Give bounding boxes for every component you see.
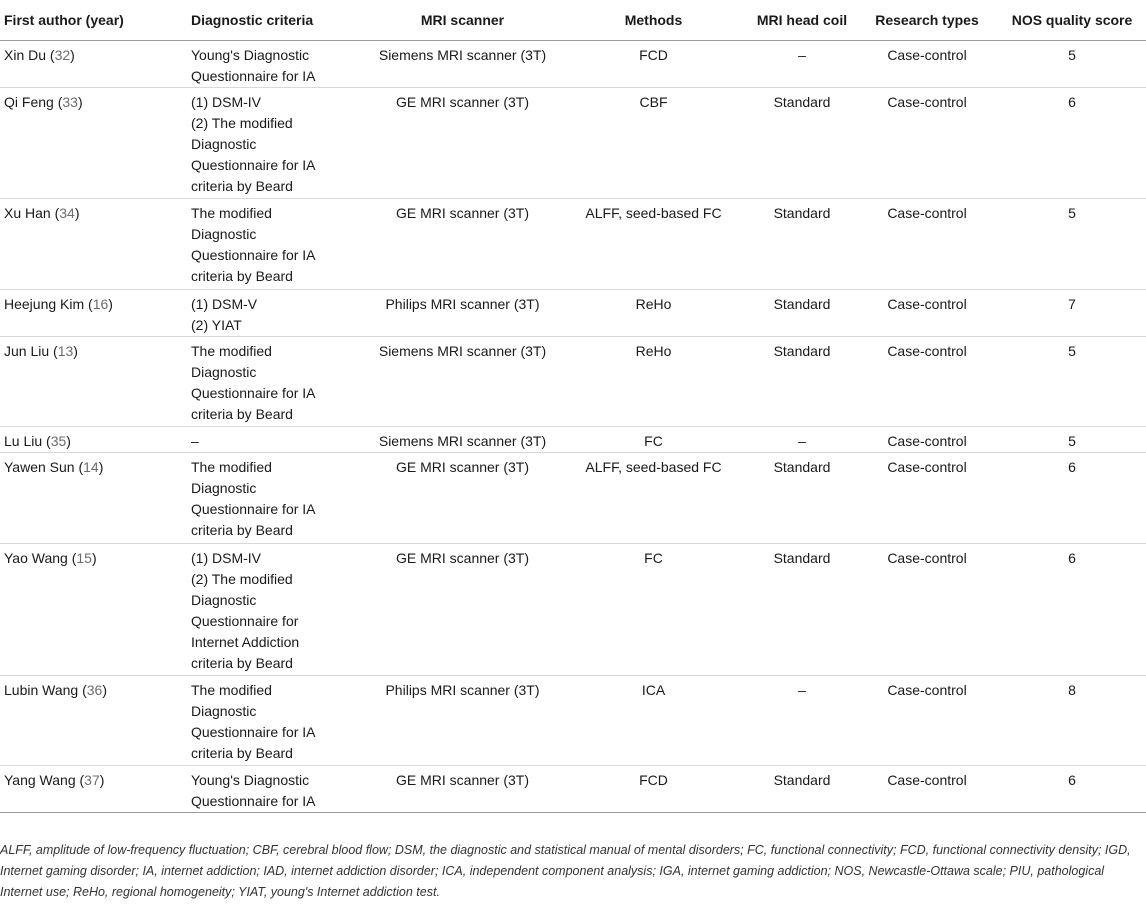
criteria-line: The modified bbox=[191, 205, 272, 221]
criteria-line: The modified bbox=[191, 682, 272, 698]
cell-mri-scanner: Siemens MRI scanner (3T) bbox=[366, 427, 559, 453]
cell-methods: ALFF, seed-based FC bbox=[559, 199, 748, 290]
reference-link[interactable]: 15 bbox=[76, 550, 92, 566]
criteria-line: (2) YIAT bbox=[191, 317, 242, 333]
cell-diagnostic-criteria bbox=[191, 88, 366, 199]
criteria-line: The modified bbox=[191, 459, 272, 475]
criteria-line: Questionnaire for bbox=[191, 613, 299, 629]
criteria-line: Questionnaire for IA bbox=[191, 247, 316, 263]
criteria-line: Diagnostic bbox=[191, 364, 257, 380]
cell-mri-head-coil: Standard bbox=[748, 337, 856, 427]
cell-mri-head-coil: – bbox=[748, 427, 856, 453]
criteria-line: Questionnaire for IA bbox=[191, 385, 316, 401]
cell-nos-score: 6 bbox=[998, 453, 1146, 544]
criteria-line: criteria by Beard bbox=[191, 655, 293, 671]
cell-research-type: Case-control bbox=[856, 199, 998, 290]
cell-methods: CBF bbox=[559, 88, 748, 199]
cell-diagnostic-criteria bbox=[191, 41, 366, 88]
cell-mri-head-coil: Standard bbox=[748, 544, 856, 676]
cell-first-author: Heejung Kim (16) bbox=[0, 290, 191, 337]
cell-nos-score: 8 bbox=[998, 676, 1146, 766]
cell-mri-head-coil: Standard bbox=[748, 88, 856, 199]
criteria-line: Young's Diagnostic bbox=[191, 772, 310, 788]
table-row bbox=[0, 676, 1146, 766]
cell-methods: ALFF, seed-based FC bbox=[559, 453, 748, 544]
criteria-line: Questionnaire for IA bbox=[191, 793, 316, 809]
cell-methods: ReHo bbox=[559, 337, 748, 427]
header-first-author: First author (year) bbox=[0, 0, 191, 41]
header-research-types: Research types bbox=[856, 0, 998, 41]
criteria-line: criteria by Beard bbox=[191, 268, 293, 284]
cell-diagnostic-criteria bbox=[191, 337, 366, 427]
cell-mri-scanner: Philips MRI scanner (3T) bbox=[366, 676, 559, 766]
author-name: Yao Wang bbox=[4, 550, 68, 566]
criteria-line: Questionnaire for IA bbox=[191, 68, 316, 84]
criteria-line: Young's Diagnostic bbox=[191, 47, 310, 63]
table-row bbox=[0, 41, 1146, 88]
cell-nos-score: 6 bbox=[998, 544, 1146, 676]
cell-methods: ICA bbox=[559, 676, 748, 766]
cell-mri-head-coil: Standard bbox=[748, 453, 856, 544]
cell-research-type: Case-control bbox=[856, 337, 998, 427]
cell-diagnostic-criteria bbox=[191, 453, 366, 544]
criteria-line: The modified bbox=[191, 343, 272, 359]
cell-diagnostic-criteria bbox=[191, 766, 366, 813]
reference-link[interactable]: 37 bbox=[84, 772, 100, 788]
author-name: Jun Liu bbox=[4, 343, 50, 359]
header-row bbox=[0, 0, 1146, 41]
table-row bbox=[0, 88, 1146, 199]
cell-mri-scanner: GE MRI scanner (3T) bbox=[366, 199, 559, 290]
cell-first-author: Qi Feng (33) bbox=[0, 88, 191, 199]
header-nos-quality-score: NOS quality score bbox=[998, 0, 1146, 41]
cell-mri-head-coil: – bbox=[748, 676, 856, 766]
cell-mri-head-coil: Standard bbox=[748, 766, 856, 813]
cell-nos-score: 6 bbox=[998, 88, 1146, 199]
header-methods: Methods bbox=[559, 0, 748, 41]
reference-link[interactable]: 33 bbox=[62, 94, 78, 110]
criteria-line: criteria by Beard bbox=[191, 745, 293, 761]
table-footnote: ALFF, amplitude of low-frequency fluctuation; CBF, cerebral blood flow; DSM, the diagnostic and statistical manual of mental disorders; FC, functional connectivity; FCD, functional connectivity density; IGD, Internet gaming disorder; IA, internet addiction; IAD, internet addiction disorder; ICA, independent component analysis; IGA, internet gaming addiction; NOS, Newcastle-Ottawa scale; PIU, pathological Internet use; ReHo, regional homogeneity; YIAT, young's Internet addiction test. bbox=[0, 843, 1131, 899]
cell-research-type: Case-control bbox=[856, 676, 998, 766]
cell-mri-scanner: GE MRI scanner (3T) bbox=[366, 766, 559, 813]
cell-mri-head-coil: Standard bbox=[748, 199, 856, 290]
cell-first-author: Xin Du (32) bbox=[0, 41, 191, 88]
table-body bbox=[0, 41, 1146, 813]
cell-first-author: Yao Wang (15) bbox=[0, 544, 191, 676]
reference-link[interactable]: 35 bbox=[50, 433, 67, 449]
header-mri-head-coil: MRI head coil bbox=[748, 0, 856, 41]
criteria-line: (1) DSM-IV bbox=[191, 94, 261, 110]
author-name: Xin Du bbox=[4, 47, 47, 63]
cell-diagnostic-criteria bbox=[191, 290, 366, 337]
cell-diagnostic-criteria bbox=[191, 199, 366, 290]
criteria-line: (1) DSM-V bbox=[191, 296, 258, 312]
cell-research-type: Case-control bbox=[856, 290, 998, 337]
table-row bbox=[0, 453, 1146, 544]
cell-nos-score: 7 bbox=[998, 290, 1146, 337]
criteria-line: criteria by Beard bbox=[191, 406, 293, 422]
reference-link[interactable]: 34 bbox=[59, 205, 75, 221]
table-row bbox=[0, 766, 1146, 813]
criteria-line: Diagnostic bbox=[191, 592, 257, 608]
criteria-line: Diagnostic bbox=[191, 136, 257, 152]
cell-nos-score: 6 bbox=[998, 766, 1146, 813]
cell-methods: FC bbox=[559, 544, 748, 676]
cell-mri-head-coil: Standard bbox=[748, 290, 856, 337]
cell-research-type: Case-control bbox=[856, 766, 998, 813]
cell-mri-scanner: GE MRI scanner (3T) bbox=[366, 453, 559, 544]
reference-link[interactable]: 36 bbox=[86, 682, 103, 698]
header-diagnostic-criteria: Diagnostic criteria bbox=[191, 0, 366, 41]
cell-diagnostic-criteria bbox=[191, 544, 366, 676]
author-name: Qi Feng bbox=[4, 94, 54, 110]
criteria-line: criteria by Beard bbox=[191, 522, 293, 538]
criteria-line: criteria by Beard bbox=[191, 178, 293, 194]
criteria-line: Questionnaire for IA bbox=[191, 501, 316, 517]
cell-diagnostic-criteria bbox=[191, 676, 366, 766]
author-name: Yawen Sun bbox=[4, 459, 75, 475]
cell-mri-scanner: Siemens MRI scanner (3T) bbox=[366, 337, 559, 427]
criteria-line: (2) The modified bbox=[191, 571, 293, 587]
cell-mri-scanner: Siemens MRI scanner (3T) bbox=[366, 41, 559, 88]
cell-first-author: Lu Liu (35) bbox=[0, 427, 191, 453]
cell-research-type: Case-control bbox=[856, 453, 998, 544]
cell-nos-score: 5 bbox=[998, 427, 1146, 453]
author-name: Heejung Kim bbox=[4, 296, 85, 312]
cell-mri-scanner: Philips MRI scanner (3T) bbox=[366, 290, 559, 337]
cell-mri-scanner: GE MRI scanner (3T) bbox=[366, 88, 559, 199]
cell-research-type: Case-control bbox=[856, 544, 998, 676]
cell-nos-score: 5 bbox=[998, 41, 1146, 88]
reference-link[interactable]: 32 bbox=[54, 47, 71, 63]
cell-first-author: Yang Wang (37) bbox=[0, 766, 191, 813]
table-row bbox=[0, 199, 1146, 290]
criteria-line: (2) The modified bbox=[191, 115, 293, 131]
table-row bbox=[0, 427, 1146, 453]
criteria-line: Internet Addiction bbox=[191, 634, 300, 650]
cell-nos-score: 5 bbox=[998, 337, 1146, 427]
criteria-line: Questionnaire for IA bbox=[191, 157, 316, 173]
cell-diagnostic-criteria bbox=[191, 427, 366, 453]
author-name: Yang Wang bbox=[4, 772, 76, 788]
table-row bbox=[0, 290, 1146, 337]
table-row bbox=[0, 544, 1146, 676]
criteria-line: (1) DSM-IV bbox=[191, 550, 261, 566]
author-name: Xu Han bbox=[4, 205, 51, 221]
table-row bbox=[0, 337, 1146, 427]
reference-link[interactable]: 16 bbox=[92, 296, 109, 312]
cell-methods: FC bbox=[559, 427, 748, 453]
cell-first-author: Xu Han (34) bbox=[0, 199, 191, 290]
cell-research-type: Case-control bbox=[856, 427, 998, 453]
cell-research-type: Case-control bbox=[856, 41, 998, 88]
header-mri-scanner: MRI scanner bbox=[366, 0, 559, 41]
cell-methods: FCD bbox=[559, 41, 748, 88]
cell-first-author: Lubin Wang (36) bbox=[0, 676, 191, 766]
cell-first-author: Yawen Sun (14) bbox=[0, 453, 191, 544]
criteria-line: Diagnostic bbox=[191, 703, 257, 719]
cell-first-author: Jun Liu (13) bbox=[0, 337, 191, 427]
author-name: Lubin Wang bbox=[4, 682, 79, 698]
reference-link[interactable]: 14 bbox=[83, 459, 99, 475]
reference-link[interactable]: 13 bbox=[57, 343, 74, 359]
cell-mri-scanner: GE MRI scanner (3T) bbox=[366, 544, 559, 676]
cell-nos-score: 5 bbox=[998, 199, 1146, 290]
criteria-line: – bbox=[191, 433, 199, 449]
criteria-line: Questionnaire for IA bbox=[191, 724, 316, 740]
criteria-line: Diagnostic bbox=[191, 480, 257, 496]
criteria-line: Diagnostic bbox=[191, 226, 257, 242]
cell-research-type: Case-control bbox=[856, 88, 998, 199]
cell-mri-head-coil: – bbox=[748, 41, 856, 88]
cell-methods: ReHo bbox=[559, 290, 748, 337]
cell-methods: FCD bbox=[559, 766, 748, 813]
author-name: Lu Liu bbox=[4, 433, 43, 449]
